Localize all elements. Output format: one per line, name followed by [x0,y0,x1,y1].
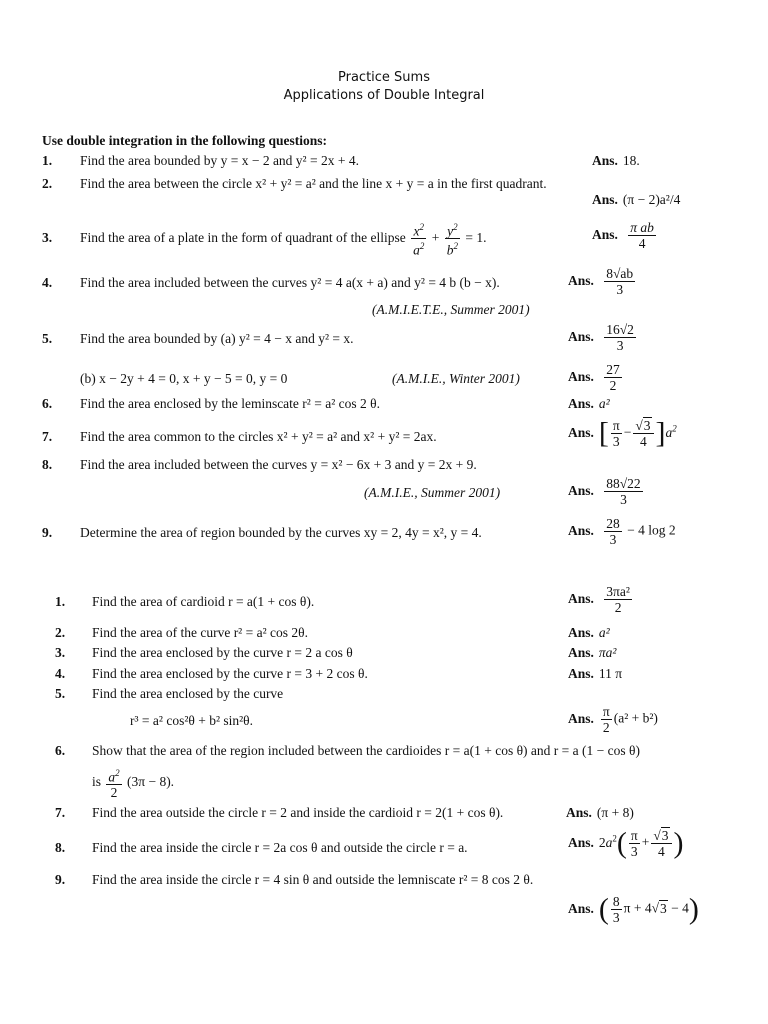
answer-label: Ans. [592,192,618,207]
question-text: Find the area between the circle x² + y² = a² and the line x + y = a in the first quadrant. [80,176,547,191]
question-text: Find the area enclosed by the curve r = 3 + 2 cos θ. [92,666,368,681]
answer-fraction: $\frac{8√ab}{3}$ [606,266,634,297]
question-text: Find the area inside the circle r = 2a cos θ and outside the circle r = a. [92,840,468,855]
question-number: 9. [55,872,66,887]
reference: (A.M.I.E., Winter 2001) [392,371,520,386]
answer [568,625,610,641]
question-number: 4. [42,275,53,290]
question-number: 5. [42,331,53,346]
question-text: Find the area bounded by (a) y² = 4 − x and y² = x. [80,331,354,346]
answer: Ans. $2a^2$( $\frac{\pi}{3}$ + $\frac{√3}{4}$ ) [568,826,684,860]
answer-label: Ans. [568,328,594,344]
question-number: 3. [42,230,53,245]
question-number: 2. [55,625,66,640]
answer-label: Ans. [568,396,594,411]
question-number: 8. [55,840,66,855]
question-text: Find the area bounded by y = x − 2 and y² = 2x + 4. [80,153,359,168]
answer-label: Ans. [568,424,594,440]
answer-label: Ans. [568,368,594,384]
question-text-line: Find the area of a plate in the form of quadrant of the ellipse $\frac{x^2}{a^2}$ + $\frac{y^2}{b^2}$ = 1. [80,221,487,258]
question-number: 1. [55,594,66,609]
answer [568,645,616,661]
fraction: $\frac{√3}{4}$ [633,418,653,449]
answer [568,666,622,682]
fraction: $\frac{\pi}{3}$ [612,418,620,449]
question-text: Determine the area of region bounded by the curves xy = 2, 4y = x², y = 4. [80,525,482,540]
question-text: Find the area included between the curves y² = 4 a(x + a) and y² = 4 b (b − x). [80,275,500,290]
answer [592,192,680,208]
question-number: 1. [42,153,53,168]
question-text: Find the area enclosed by the leminscate r² = a² cos 2 θ. [80,396,380,411]
reference: (A.M.I.E.T.E., Summer 2001) [372,302,530,317]
answer-fraction: $\frac{\text{π ab}}{4}$ [630,220,654,251]
question-number: 2. [42,176,53,191]
answer-fraction: $\frac{16√2}{3}$ [606,322,634,353]
answer-value: a² [598,625,610,640]
question-number: 6. [42,396,53,411]
answer [592,153,640,169]
section-heading: Use double integration in the following questions: [42,133,328,148]
answer: Ans. ( $\frac{8}{3}$ π + 4√3 − 4) [568,892,699,926]
question-text: Find the area enclosed by the curve [92,686,284,701]
fraction: $\frac{√3}{4}$ [651,828,671,859]
answer-label: Ans. [568,625,594,640]
answer-value: 11 π [598,666,623,681]
question-number: 8. [42,457,53,472]
question-text: Find the area enclosed by the curve r = 2 a cos θ [92,645,353,660]
reference: (A.M.I.E., Summer 2001) [364,485,501,500]
answer [568,322,638,353]
answer [568,362,624,393]
paren-open: ( [616,826,627,860]
paren-close: ) [673,826,684,860]
fraction: $\frac{\pi}{3}$ [630,828,638,859]
question-text: Find the area outside the circle r = 2 and inside the cardioid r = 2(1 + cos θ). [92,805,504,820]
page-title: Practice Sums [338,70,430,85]
answer-label: Ans. [568,710,594,726]
answer-fraction: $\frac{88√22}{3}$ [606,476,641,507]
paren-close: ) [688,892,699,926]
question-text: (b) x − 2y + 4 = 0, x + y − 5 = 0, y = 0 [80,371,288,386]
answer-value: πa² [598,645,617,660]
fraction: $\frac{8}{3}$ [612,894,620,925]
answer [568,584,634,615]
answer [592,220,658,251]
answer-label: Ans. [568,900,594,916]
answer-fraction: $\frac{27}{2}$ [606,362,620,393]
answer [568,266,637,297]
answer-value: a² [598,396,610,411]
question-number: 6. [55,743,66,758]
answer-value: (π + 8) [596,805,634,820]
fraction: $\frac{\pi}{2}$ [602,704,610,735]
question-number: 5. [55,686,66,701]
question-continuation: is $\frac{a^2}{2}$ (3π − 8). [92,767,175,801]
fraction: $\frac{y^2}{b^2}$ [446,221,459,258]
question-text: Find the area of the curve r² = a² cos 2θ. [92,625,308,640]
answer-label: Ans. [568,666,594,681]
answer [568,476,645,507]
answer: Ans. [ $\frac{\pi}{3}$ − $\frac{√3}{4}$ ]$a^2$ [568,416,677,450]
answer-tail: (a² + b²) [613,710,658,726]
question-text: Find the area included between the curves y = x² − 6x + 3 and y = 2x + 9. [80,457,477,472]
answer-label: Ans. [568,522,594,538]
answer-fraction: $\frac{28}{3}$ [606,516,620,547]
answer-label: Ans. [568,482,594,498]
answer [568,704,658,735]
question-number: 4. [55,666,66,681]
equation-tail: = 1. [465,230,487,245]
bracket-open: [ [598,416,609,450]
question-text: Find the area of cardioid r = a(1 + cos θ). [92,594,315,609]
answer-label: Ans. [568,645,594,660]
answer-label: Ans. [566,805,592,820]
answer-label: Ans. [592,153,618,168]
question-text: Find the area common to the circles x² + y² = a² and x² + y² = 2ax. [80,429,437,444]
answer-label: Ans. [592,226,618,242]
answer-label: Ans. [568,834,594,850]
answer-value: (π − 2)a²/4 [622,192,681,207]
question-number: 9. [42,525,53,540]
answer [568,396,610,412]
question-number: 3. [55,645,66,660]
answer-label: Ans. [568,590,594,606]
question-number: 7. [55,805,66,820]
answer-label: Ans. [568,272,594,288]
question-text: Show that the area of the region included between the cardioides r = a(1 + cos θ) and r = a (1 − cos θ) [92,743,640,758]
equation: r³ = a² cos²θ + b² sin²θ. [130,713,254,728]
fraction: $\frac{x^2}{a^2}$ [413,221,425,258]
question-text: Find the area inside the circle r = 4 sin θ and outside the lemniscate r² = 8 cos 2 θ. [92,872,534,887]
answer [566,805,634,821]
answer [568,516,676,547]
answer-fraction: $\frac{\text{3πa²}}{2}$ [606,584,630,615]
question-number: 7. [42,429,53,444]
page-subtitle: Applications of Double Integral [283,88,485,103]
fraction: $\frac{a^2}{2}$ [108,767,120,801]
bracket-close: ] [655,416,666,450]
paren-open: ( [598,892,609,926]
answer-tail: − 4 log 2 [627,522,676,538]
answer-value: 18. [622,153,640,168]
question-text: Find the area of a plate in the form of quadrant of the ellipse [80,230,406,245]
